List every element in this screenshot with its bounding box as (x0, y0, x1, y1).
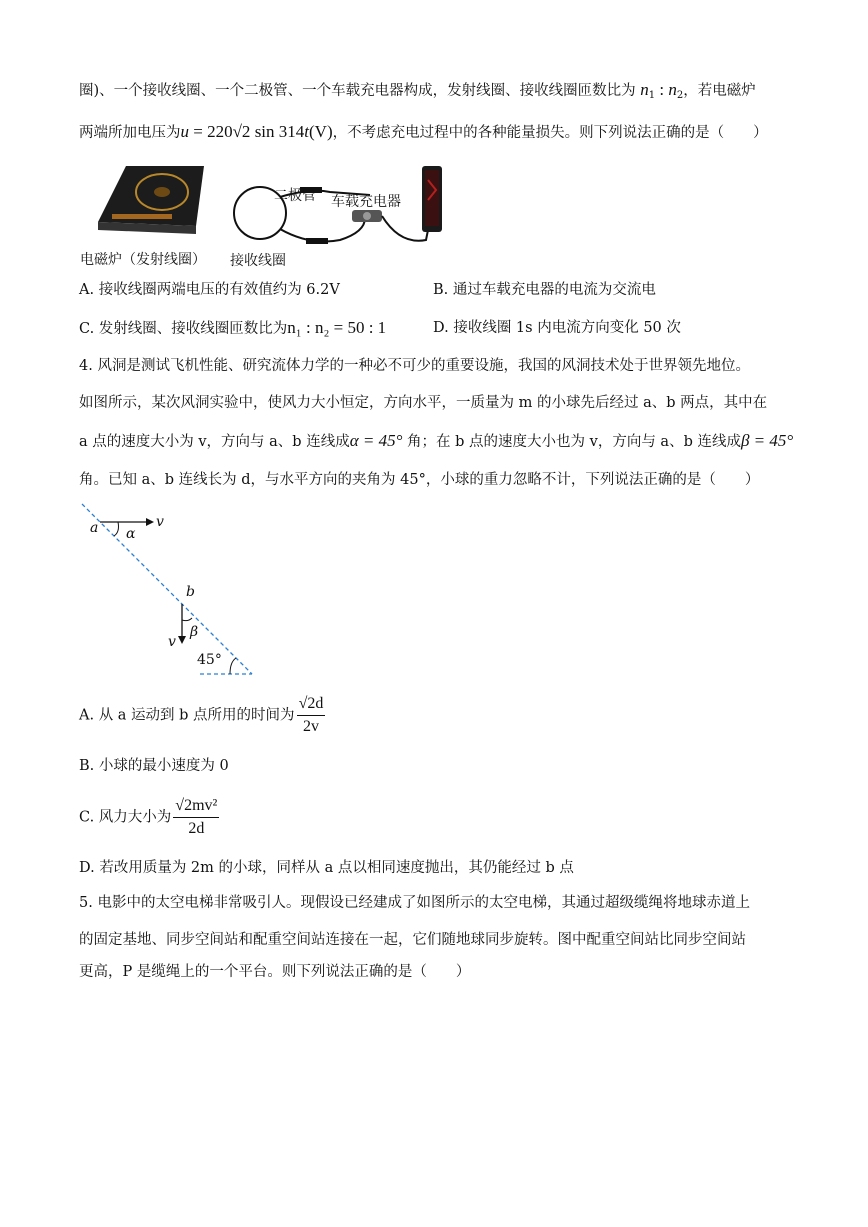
q3-line-2-tail: ，不考虑充电过程中的各种能量损失。则下列说法正确的是（ ） (332, 125, 768, 141)
volt-unit: (V) (309, 122, 333, 141)
wind-tunnel-svg (80, 500, 280, 680)
wind-tunnel-figure (80, 500, 280, 680)
q3-line-2-text: 两端所加电压为 (79, 125, 181, 141)
ab-dashed-line (82, 504, 252, 674)
sqrt-two: √2 (232, 122, 251, 141)
n2-symbol: n (668, 80, 677, 99)
alpha-equation: α = 45° (349, 431, 403, 450)
diode-label: 二极管 (274, 188, 316, 204)
wireless-charging-figure (80, 160, 480, 270)
fraction-a-denominator: 2v (302, 718, 319, 735)
q3-option-c-math: n₁ : n₂ = 50 : 1 (287, 318, 387, 337)
q5-line-3: 更高，P 是缆绳上的一个平台。则下列说法正确的是（ ） (79, 964, 471, 980)
q4-line-1: 4. 风洞是测试飞机性能、研究流体力学的一种必不可少的重要设施，我国的风洞技术处于世界领先地位。 (79, 358, 750, 374)
q3-option-d: D. 接收线圈 1s 内电流方向变化 50 次 (433, 320, 681, 336)
time-symbol: t (304, 122, 310, 141)
q3-option-c (79, 318, 386, 339)
q3-line-1 (79, 80, 756, 106)
angle-45-label: 45° (197, 652, 222, 668)
q4-line-4: 角。已知 a、b 连线长为 d，与水平方向的夹角为 45°，小球的重力忽略不计，下列说法正确的是（ ） (79, 472, 760, 488)
voltage-amplitude: = 220 (189, 122, 233, 141)
q5-line-2: 的固定基地、同步空间站和配重空间站连接在一起，它们随地球同步旋转。图中配重空间站比同步空间站 (79, 932, 746, 948)
q4-line-3 (79, 431, 793, 452)
coil-label: 接收线圈 (230, 253, 286, 269)
fraction-a-numerator: √2d (297, 694, 326, 716)
n1-subscript: 1 (648, 90, 656, 101)
q4-line-2: 如图所示，某次风洞实验中，使风力大小恒定，方向水平，一质量为 m 的小球先后经过 a、b 两点，其中在 (79, 395, 768, 411)
diode-lower (306, 238, 328, 244)
sine-term: sin 314 (250, 122, 305, 141)
q4-option-c-text: C. 风力大小为 (79, 809, 172, 826)
q4-line-3-mid: 角；在 b 点的速度大小也为 v，方向与 a、b 连线成 (402, 434, 741, 450)
q3-line-2 (79, 122, 768, 143)
ratio-colon: : (655, 80, 669, 99)
q3-option-a: A. 接收线圈两端电压的有效值约为 6.2V (79, 282, 340, 298)
q3-option-c-text: C. 发射线圈、接收线圈匝数比为 (79, 321, 288, 337)
stove-label: 电磁炉（发射线圈） (80, 252, 206, 268)
fraction-c-denominator: 2d (188, 820, 205, 837)
phone-image (422, 166, 442, 232)
beta-equation: β = 45° (740, 431, 794, 450)
q4-option-a (79, 694, 325, 737)
induction-cooker-image (98, 166, 204, 234)
voltage-symbol: u (180, 122, 189, 141)
q4-option-d: D. 若改用质量为 2m 的小球，同样从 a 点以相同速度抛出，其仍能经过 b 点 (79, 860, 574, 876)
fraction-c-numerator: √2mv² (173, 796, 219, 818)
q4-option-a-fraction (297, 694, 326, 737)
q5-line-1: 5. 电影中的太空电梯非常吸引人。现假设已经建成了如图所示的太空电梯，其通过超级缆绳将地球赤道上 (79, 895, 750, 911)
q3-line-1-text: 圈)、一个接收线圈、一个二极管、一个车载充电器构成，发射线圈、接收线圈匝数比为 (79, 83, 636, 99)
q4-option-c-fraction (173, 796, 219, 839)
n2-subscript: 2 (676, 90, 684, 101)
q4-option-b: B. 小球的最小速度为 0 (79, 758, 229, 774)
charger-label: 车载充电器 (331, 194, 401, 210)
point-b-label: b (186, 584, 195, 600)
q4-line-3-text: a 点的速度大小为 v，方向与 a、b 连线成 (79, 434, 350, 450)
beta-label: β (190, 624, 199, 640)
q3-option-b: B. 通过车载充电器的电流为交流电 (433, 282, 656, 298)
n1-symbol: n (640, 80, 649, 99)
q4-option-a-text: A. 从 a 运动到 b 点所用的时间为 (79, 707, 295, 724)
alpha-label: α (126, 526, 136, 542)
velocity-b-label: v (168, 634, 176, 650)
point-a-label: a (90, 520, 99, 536)
q3-line-1-tail: ，若电磁炉 (683, 83, 756, 99)
q4-option-c (79, 796, 219, 839)
velocity-a-label: v (156, 514, 164, 530)
